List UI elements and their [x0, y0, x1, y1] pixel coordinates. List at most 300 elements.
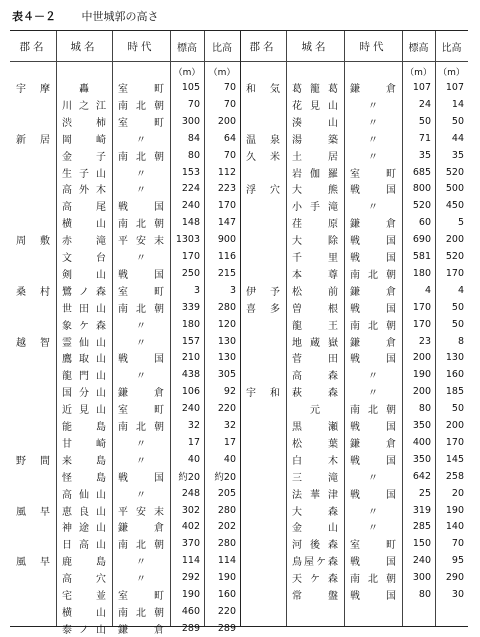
- relative-height-cell: 3: [229, 284, 236, 296]
- era-cell: 南 北 朝: [350, 269, 396, 281]
- era-cell: 戦 国: [350, 489, 396, 501]
- table-row: [10, 130, 468, 147]
- district-cell: 野 間: [16, 455, 50, 467]
- table-row: [10, 79, 468, 96]
- era-cell: 〃: [136, 320, 146, 332]
- header-relative-right: 比高: [441, 42, 462, 54]
- table-row: [10, 417, 468, 434]
- castle-name-cell: 龍 門 山: [62, 371, 106, 383]
- castle-name-cell: 松 葉: [292, 438, 338, 450]
- era-cell: 〃: [136, 489, 146, 501]
- header-era-right: 時代: [359, 40, 387, 53]
- era-cell: 戦 国: [350, 236, 396, 248]
- era-cell: 〃: [368, 371, 378, 383]
- era-cell: 〃: [368, 202, 378, 214]
- table-row: [10, 333, 468, 350]
- relative-height-cell: 130: [217, 352, 236, 364]
- header-district-right: 郡名: [249, 40, 277, 53]
- elevation-cell: 248: [181, 487, 200, 499]
- district-cell: [240, 417, 286, 434]
- castle-name-cell: 常 盤: [292, 591, 338, 603]
- elevation-cell: 190: [181, 589, 200, 601]
- castle-name-cell: 渋 柿: [62, 117, 106, 129]
- elevation-cell: 153: [181, 166, 200, 178]
- table-row: [10, 248, 468, 265]
- relative-height-cell: 130: [217, 335, 236, 347]
- era-cell: 南 北 朝: [118, 100, 164, 112]
- table-row: [10, 180, 468, 197]
- district-cell: 伊 予: [246, 286, 280, 298]
- relative-height-cell: 40: [223, 453, 236, 465]
- table-row: [10, 485, 468, 502]
- castle-name-cell: 金 山: [292, 523, 338, 535]
- elevation-cell: 300: [181, 115, 200, 127]
- castle-name-cell: 霊 仙 山: [62, 337, 106, 349]
- castle-name-cell: 轟: [79, 84, 89, 96]
- castle-name-cell: 生 子 山: [62, 168, 106, 180]
- relative-height-cell: 5: [457, 217, 464, 229]
- castle-name-cell: 千 里: [292, 253, 338, 265]
- table-row: [10, 400, 468, 417]
- district-cell: [240, 316, 286, 333]
- era-cell: 〃: [368, 100, 378, 112]
- castle-name-cell: 神 途 山: [62, 523, 106, 535]
- relative-height-cell: 112: [217, 166, 236, 178]
- era-cell: 〃: [368, 506, 378, 518]
- elevation-cell: 642: [412, 470, 431, 482]
- relative-height-cell: 289: [217, 622, 236, 634]
- table-row: [10, 518, 468, 535]
- castle-name-cell: 河 後 森: [292, 540, 338, 552]
- relative-height-cell: 32: [223, 420, 236, 432]
- castle-name-cell: 金 子: [62, 151, 106, 163]
- table-row: [10, 434, 468, 451]
- relative-height-cell: 305: [217, 369, 236, 381]
- castle-name-cell: 荏 原: [292, 219, 338, 231]
- castle-name-cell: 怪 島: [62, 472, 106, 484]
- elevation-cell: 210: [181, 352, 200, 364]
- relative-height-cell: 202: [217, 521, 236, 533]
- era-cell: 南 北 朝: [118, 303, 164, 315]
- castle-name-cell: 鷺 ノ 森: [62, 286, 106, 298]
- table-row: [10, 383, 468, 400]
- elevation-cell: 80: [418, 589, 431, 601]
- castle-name-cell: 本 尊: [292, 269, 338, 281]
- relative-height-cell: 200: [445, 420, 464, 432]
- elevation-cell: 106: [181, 386, 200, 398]
- table-row: [10, 366, 468, 383]
- unit-elevation-right: （m）: [405, 67, 432, 78]
- era-cell: 室 町: [350, 168, 396, 180]
- header-district-left: 郡名: [19, 40, 47, 53]
- elevation-cell: 114: [181, 555, 200, 567]
- era-cell: 戦 国: [350, 354, 396, 366]
- era-cell: 戦 国: [118, 202, 164, 214]
- relative-height-cell: 130: [445, 352, 464, 364]
- castle-name-cell: 花 見 山: [292, 100, 338, 112]
- relative-height-cell: 223: [217, 183, 236, 195]
- elevation-cell: 170: [181, 251, 200, 263]
- table-row: [10, 620, 468, 637]
- castle-name-cell: 大 熊: [292, 185, 338, 197]
- table-row: [10, 164, 468, 181]
- era-cell: 南 北 朝: [350, 574, 396, 586]
- era-cell: 鎌 倉: [118, 523, 164, 535]
- era-cell: 鎌 倉: [350, 337, 396, 349]
- castle-name-cell: 国 分 山: [62, 388, 106, 400]
- castle-name-cell: 高 外 木: [62, 185, 106, 197]
- castle-name-cell: 大 除: [292, 236, 338, 248]
- district-cell: [240, 96, 286, 113]
- header-castle-right: 城名: [301, 40, 329, 53]
- district-cell: 宇 和: [246, 388, 280, 400]
- relative-height-cell: 205: [217, 487, 236, 499]
- elevation-cell: 438: [181, 369, 200, 381]
- relative-height-cell: 116: [217, 251, 236, 263]
- castle-name-cell: 湊 山: [292, 117, 338, 129]
- table-row: [10, 299, 468, 316]
- relative-height-cell: 500: [445, 183, 464, 195]
- district-cell: [240, 164, 286, 181]
- era-cell: 〃: [136, 574, 146, 586]
- relative-height-cell: 50: [451, 403, 464, 415]
- table-row: [10, 231, 468, 248]
- castle-name-cell: 世 田 山: [62, 303, 106, 315]
- table-row: [10, 316, 468, 333]
- elevation-cell: 350: [412, 453, 431, 465]
- era-cell: 〃: [136, 557, 146, 569]
- castle-name-cell: 法 華 津: [292, 489, 338, 501]
- relative-height-cell: 160: [217, 589, 236, 601]
- elevation-cell: 80: [187, 149, 200, 161]
- elevation-cell: 400: [412, 436, 431, 448]
- era-cell: 〃: [136, 438, 146, 450]
- header-elevation-left: 標高: [177, 42, 197, 54]
- unit-relative-right: （m）: [438, 67, 465, 78]
- header-divider: [10, 61, 468, 62]
- district-cell: [240, 434, 286, 451]
- castle-name-cell: 象 ケ 森: [62, 320, 106, 332]
- castle-name-cell: 高 仙 山: [62, 489, 106, 501]
- castle-name-cell: 横 山: [62, 607, 106, 619]
- district-cell: 越 智: [16, 337, 50, 349]
- era-cell: 〃: [368, 151, 378, 163]
- era-cell: 鎌 倉: [350, 84, 396, 96]
- district-cell: [240, 451, 286, 468]
- elevation-cell: 350: [412, 420, 431, 432]
- district-cell: [240, 214, 286, 231]
- castle-name-cell: 鳥 屋 ケ 森: [292, 557, 338, 569]
- castle-name-cell: 甘 崎: [62, 438, 106, 450]
- district-cell: [240, 366, 286, 383]
- castle-name-cell: 白 木: [292, 455, 338, 467]
- unit-relative-left: （m）: [208, 67, 236, 78]
- relative-height-cell: 200: [445, 234, 464, 246]
- castle-name-cell: 小 手 滝: [292, 202, 338, 214]
- relative-height-cell: 190: [445, 504, 464, 516]
- relative-height-cell: 17: [223, 436, 236, 448]
- table-row: [10, 451, 468, 468]
- era-cell: 鎌 倉: [118, 624, 164, 636]
- era-cell: 〃: [136, 253, 146, 265]
- relative-height-cell: 70: [223, 149, 236, 161]
- district-cell: [10, 603, 56, 620]
- table-row: [10, 214, 468, 231]
- district-cell: 浮 穴: [246, 185, 280, 197]
- relative-height-cell: 170: [217, 200, 236, 212]
- castle-name-cell: 高 森: [292, 371, 338, 383]
- relative-height-cell: 114: [217, 555, 236, 567]
- district-cell: [240, 113, 286, 130]
- era-cell: 〃: [136, 455, 146, 467]
- era-cell: 室 町: [118, 84, 164, 96]
- district-cell: [240, 248, 286, 265]
- relative-height-cell: 4: [457, 284, 464, 296]
- era-cell: 戦 国: [350, 455, 396, 467]
- castle-name-cell: 泰 ノ 山: [62, 624, 106, 636]
- elevation-cell: 289: [181, 622, 200, 634]
- elevation-cell: 60: [418, 217, 431, 229]
- castle-name-cell: 文 台: [62, 253, 106, 265]
- elevation-cell: 17: [187, 436, 200, 448]
- elevation-cell: 105: [181, 82, 200, 94]
- district-cell: [240, 535, 286, 552]
- castle-elevation-table: [10, 30, 468, 636]
- elevation-cell: 250: [181, 267, 200, 279]
- district-cell: 風 早: [16, 557, 50, 569]
- table-caption: 中世城郭の高さ: [81, 10, 159, 23]
- elevation-cell: 24: [418, 98, 431, 110]
- relative-height-cell: 290: [445, 572, 464, 584]
- castle-name-cell: 宅 並: [62, 591, 106, 603]
- relative-height-cell: 280: [217, 301, 236, 313]
- elevation-cell: 4: [424, 284, 431, 296]
- elevation-cell: 581: [412, 251, 431, 263]
- castle-name-cell: 川 之 江: [62, 100, 106, 112]
- relative-height-cell: 50: [451, 115, 464, 127]
- relative-height-cell: 140: [445, 521, 464, 533]
- castle-name-cell: 菅 田: [292, 354, 338, 366]
- era-cell: 南 北 朝: [118, 219, 164, 231]
- relative-height-cell: 220: [217, 403, 236, 415]
- era-cell: 室 町: [118, 117, 164, 129]
- relative-height-cell: 520: [445, 166, 464, 178]
- elevation-cell: 70: [187, 98, 200, 110]
- relative-height-cell: 約20: [214, 472, 236, 484]
- elevation-cell: 35: [418, 149, 431, 161]
- castle-name-cell: 剣 山: [62, 269, 106, 281]
- castle-name-cell: 曽 根: [292, 303, 338, 315]
- castle-name-cell: 龍 王: [292, 320, 338, 332]
- district-cell: 周 敷: [16, 236, 50, 248]
- era-cell: 南 北 朝: [350, 320, 396, 332]
- district-cell: [240, 468, 286, 485]
- era-cell: 戦 国: [118, 269, 164, 281]
- relative-height-cell: 30: [451, 589, 464, 601]
- district-cell: 新 居: [16, 134, 50, 146]
- district-cell: 和 気: [246, 84, 280, 96]
- era-cell: 室 町: [118, 405, 164, 417]
- relative-height-cell: 200: [217, 115, 236, 127]
- castle-name-cell: 岩 伽 羅: [292, 168, 338, 180]
- elevation-cell: 71: [418, 132, 431, 144]
- table-row: [10, 552, 468, 569]
- elevation-cell: 200: [412, 352, 431, 364]
- era-cell: 〃: [368, 388, 378, 400]
- table-row: [10, 569, 468, 586]
- relative-height-cell: 107: [445, 82, 464, 94]
- elevation-cell: 300: [412, 572, 431, 584]
- relative-height-cell: 120: [217, 318, 236, 330]
- castle-name-cell: 土 居: [292, 151, 338, 163]
- era-cell: 南 北 朝: [118, 151, 164, 163]
- relative-height-cell: 14: [451, 98, 464, 110]
- district-cell: [240, 231, 286, 248]
- elevation-cell: 339: [181, 301, 200, 313]
- castle-name-cell: 岡 崎: [62, 134, 106, 146]
- elevation-cell: 402: [181, 521, 200, 533]
- castle-name-cell: 元: [310, 405, 320, 417]
- district-cell: 宇 摩: [16, 84, 50, 96]
- castle-name-cell: 三 滝: [292, 472, 338, 484]
- elevation-cell: 285: [412, 521, 431, 533]
- castle-name-cell: 能 島: [62, 422, 106, 434]
- era-cell: 鎌 倉: [350, 286, 396, 298]
- header-era-left: 時代: [127, 40, 155, 53]
- district-cell: [240, 400, 286, 417]
- district-cell: 桑 村: [16, 286, 50, 298]
- era-cell: 鎌 倉: [350, 438, 396, 450]
- district-cell: [240, 485, 286, 502]
- relative-height-cell: 20: [451, 487, 464, 499]
- relative-height-cell: 70: [223, 98, 236, 110]
- table-row: [10, 197, 468, 214]
- elevation-cell: 32: [187, 420, 200, 432]
- elevation-cell: 170: [412, 318, 431, 330]
- header-castle-left: 城名: [70, 40, 98, 53]
- elevation-cell: 約20: [178, 472, 200, 484]
- elevation-cell: 520: [412, 200, 431, 212]
- era-cell: 室 町: [118, 286, 164, 298]
- table-row: [10, 113, 468, 130]
- district-cell: [240, 552, 286, 569]
- district-cell: [240, 265, 286, 282]
- elevation-cell: 292: [181, 572, 200, 584]
- elevation-cell: 190: [412, 369, 431, 381]
- era-cell: 戦 国: [350, 557, 396, 569]
- relative-height-cell: 145: [445, 453, 464, 465]
- era-cell: 〃: [136, 185, 146, 197]
- table-row: [10, 468, 468, 485]
- elevation-cell: 148: [181, 217, 200, 229]
- relative-height-cell: 280: [217, 538, 236, 550]
- elevation-cell: 23: [418, 335, 431, 347]
- elevation-cell: 40: [187, 453, 200, 465]
- table-row: [10, 502, 468, 519]
- header-elevation-right: 標高: [408, 42, 429, 54]
- district-cell: 久 米: [246, 151, 280, 163]
- elevation-cell: 690: [412, 234, 431, 246]
- relative-height-cell: 147: [217, 217, 236, 229]
- relative-height-cell: 44: [451, 132, 464, 144]
- table-row: [10, 265, 468, 282]
- district-cell: 温 泉: [246, 134, 280, 146]
- castle-name-cell: 松 前: [292, 286, 338, 298]
- elevation-cell: 319: [412, 504, 431, 516]
- table-row: [10, 147, 468, 164]
- era-cell: 戦 国: [118, 472, 164, 484]
- castle-name-cell: 天 ケ 森: [292, 574, 338, 586]
- district-cell: [240, 586, 286, 603]
- era-cell: 平 安 末: [118, 506, 164, 518]
- elevation-cell: 200: [412, 386, 431, 398]
- district-cell: [240, 569, 286, 586]
- castle-name-cell: 恵 良 山: [62, 506, 106, 518]
- relative-height-cell: 170: [445, 436, 464, 448]
- era-cell: 鎌 倉: [350, 219, 396, 231]
- table-title: [12, 8, 159, 24]
- elevation-cell: 240: [412, 555, 431, 567]
- district-cell: [240, 502, 286, 519]
- era-cell: 南 北 朝: [118, 422, 164, 434]
- relative-height-cell: 170: [445, 267, 464, 279]
- castle-name-cell: 葛 籠 葛: [292, 84, 338, 96]
- table-row: [10, 96, 468, 113]
- elevation-cell: 180: [412, 267, 431, 279]
- era-cell: 室 町: [350, 540, 396, 552]
- relative-height-cell: 160: [445, 369, 464, 381]
- district-cell: [240, 349, 286, 366]
- castle-name-cell: 大 森: [292, 506, 338, 518]
- castle-name-cell: 来 島: [62, 455, 106, 467]
- castle-name-cell: 黒 瀬: [292, 422, 338, 434]
- elevation-cell: 224: [181, 183, 200, 195]
- elevation-cell: 170: [412, 301, 431, 313]
- era-cell: 室 町: [118, 591, 164, 603]
- elevation-cell: 460: [181, 605, 200, 617]
- castle-name-cell: 赤 滝: [62, 236, 106, 248]
- table-row: [10, 349, 468, 366]
- relative-height-cell: 50: [451, 301, 464, 313]
- elevation-cell: 157: [181, 335, 200, 347]
- elevation-cell: 3: [193, 284, 200, 296]
- era-cell: 〃: [368, 523, 378, 535]
- era-cell: 戦 国: [350, 253, 396, 265]
- elevation-cell: 685: [412, 166, 431, 178]
- unit-elevation-left: （m）: [173, 67, 201, 78]
- elevation-cell: 240: [181, 200, 200, 212]
- era-cell: 〃: [136, 168, 146, 180]
- district-cell: 風 早: [16, 506, 50, 518]
- relative-height-cell: 64: [223, 132, 236, 144]
- table-row: [10, 535, 468, 552]
- relative-height-cell: 215: [217, 267, 236, 279]
- era-cell: 平 安 末: [118, 236, 164, 248]
- relative-height-cell: 35: [451, 149, 464, 161]
- table-row: [10, 282, 468, 299]
- castle-name-cell: 近 見 山: [62, 405, 106, 417]
- elevation-cell: 150: [412, 538, 431, 550]
- era-cell: 〃: [136, 337, 146, 349]
- elevation-cell: 302: [181, 504, 200, 516]
- relative-height-cell: 50: [451, 318, 464, 330]
- era-cell: 南 北 朝: [118, 540, 164, 552]
- castle-name-cell: 高 尾: [62, 202, 106, 214]
- table-row: [10, 603, 468, 620]
- castle-name-cell: 高 穴: [62, 574, 106, 586]
- table-row: [10, 586, 468, 603]
- relative-height-cell: 95: [451, 555, 464, 567]
